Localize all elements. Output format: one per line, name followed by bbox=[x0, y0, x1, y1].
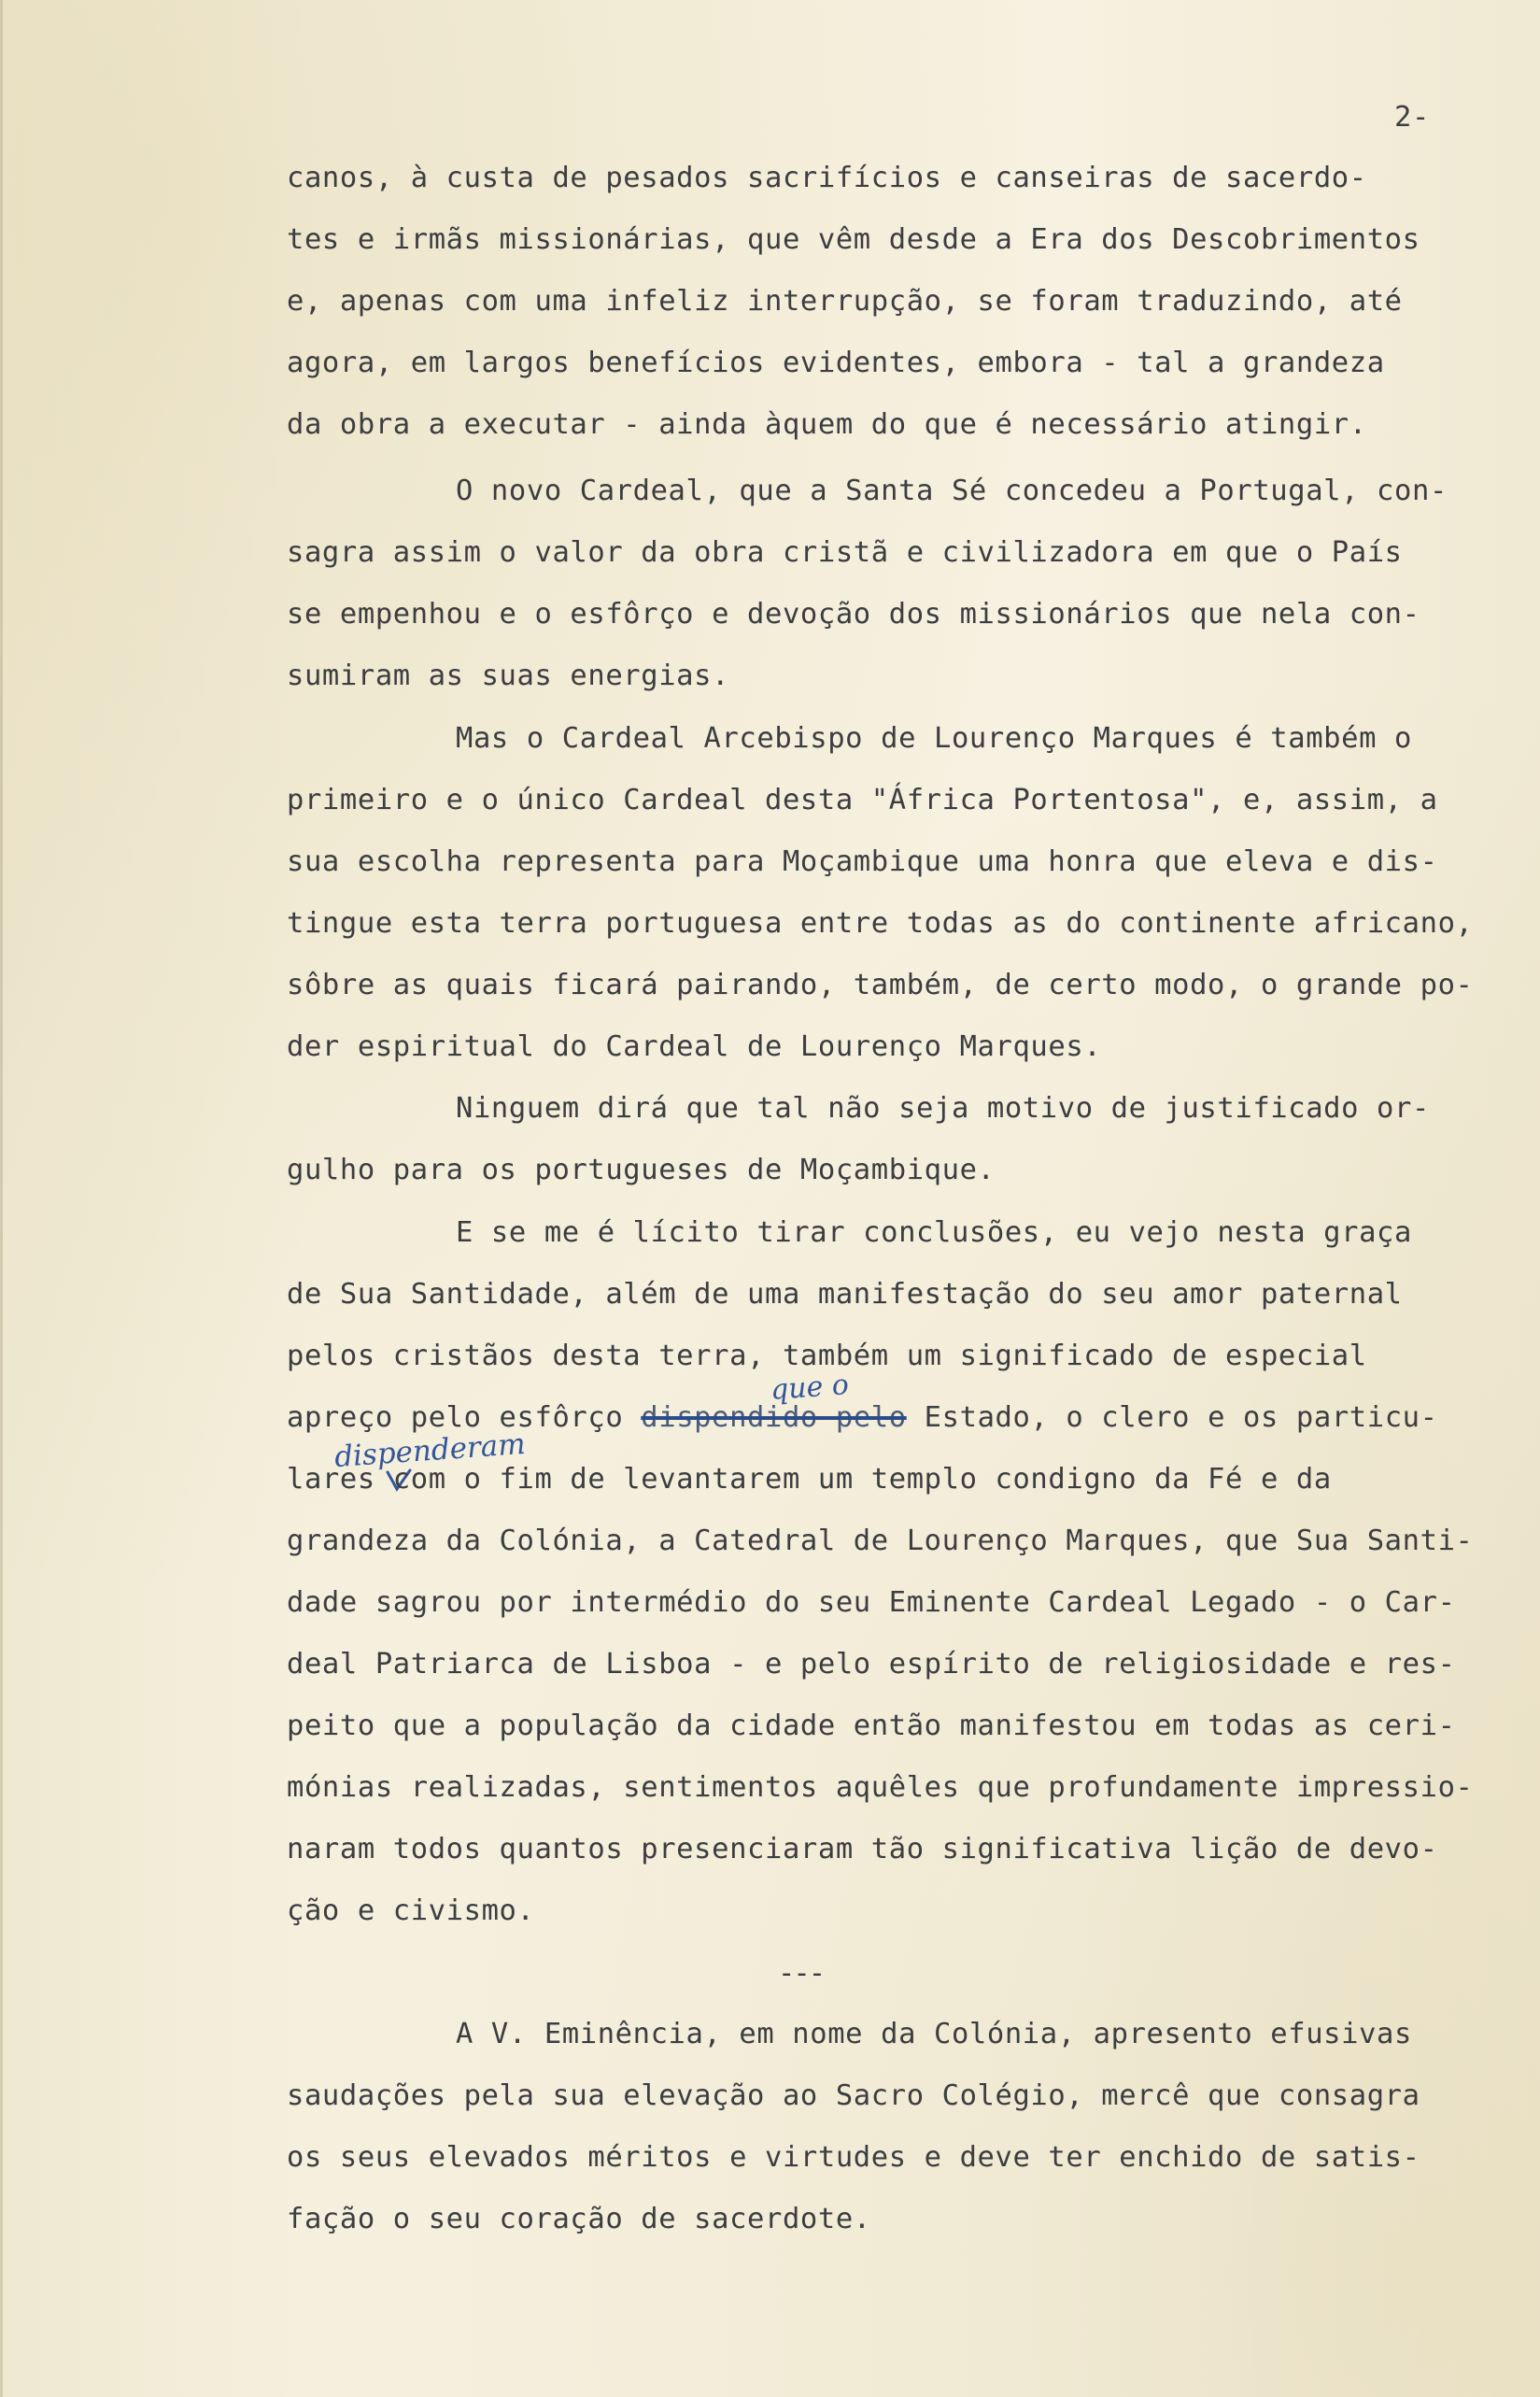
text-line: gulho para os portugueses de Moçambique. bbox=[287, 1154, 996, 1186]
text-fragment: apreço pelo esfôrço bbox=[287, 1401, 642, 1434]
text-line: E se me é lícito tirar conclusões, eu vejo nesta graça bbox=[456, 1216, 1412, 1249]
text-line: os seus elevados méritos e virtudes e deve ter enchido de satis- bbox=[287, 2141, 1420, 2174]
struck-out-text: dispendido pelo bbox=[641, 1401, 907, 1434]
text-line: deal Patriarca de Lisboa - e pelo espírito de religiosidade e res- bbox=[287, 1648, 1456, 1681]
handwritten-insertion: dispenderam bbox=[332, 1426, 527, 1475]
text-line: canos, à custa de pesados sacrifícios e canseiras de sacerdo- bbox=[287, 162, 1367, 194]
section-separator: --- bbox=[778, 1957, 825, 1990]
text-line: de Sua Santidade, além de uma manifestação do seu amor paternal bbox=[287, 1278, 1403, 1311]
text-line: e, apenas com uma infeliz interrupção, se foram traduzindo, até bbox=[287, 285, 1403, 318]
text-line-with-correction bbox=[287, 1401, 1438, 1434]
handwritten-insertion: que o bbox=[769, 1369, 851, 1407]
text-line: tes e irmãs missionárias, que vêm desde a Era dos Descobrimentos bbox=[287, 223, 1420, 256]
text-line: A V. Eminência, em nome da Colónia, apresento efusivas bbox=[456, 2018, 1412, 2050]
text-line: ção e civismo. bbox=[287, 1894, 535, 1927]
text-line: Ninguem dirá que tal não seja motivo de justificado or- bbox=[456, 1092, 1430, 1125]
page-number: 2- bbox=[1394, 101, 1430, 134]
text-line: sagra assim o valor da obra cristã e civilizadora em que o País bbox=[287, 536, 1403, 569]
text-line: pelos cristãos desta terra, também um significado de especial bbox=[287, 1340, 1367, 1372]
text-line: da obra a executar - ainda àquem do que é necessário atingir. bbox=[287, 408, 1367, 441]
text-line: sua escolha representa para Moçambique uma honra que eleva e dis- bbox=[287, 845, 1438, 878]
text-line: tingue esta terra portuguesa entre todas as do continente africano, bbox=[287, 907, 1474, 940]
text-line: sumiram as suas energias. bbox=[287, 660, 730, 692]
text-line: dade sagrou por intermédio do seu Eminente Cardeal Legado - o Car- bbox=[287, 1586, 1456, 1619]
text-line: peito que a população da cidade então manifestou em todas as ceri- bbox=[287, 1709, 1456, 1742]
text-line: der espiritual do Cardeal de Lourenço Marques. bbox=[287, 1030, 1102, 1063]
text-line: O novo Cardeal, que a Santa Sé concedeu a Portugal, con- bbox=[456, 475, 1448, 507]
text-line: naram todos quantos presenciaram tão significativa lição de devo- bbox=[287, 1833, 1438, 1865]
text-line: fação o seu coração de sacerdote. bbox=[287, 2203, 871, 2235]
text-line: se empenhou e o esfôrço e devoção dos missionários que nela con- bbox=[287, 598, 1420, 631]
text-line: primeiro e o único Cardeal desta "África Portentosa", e, assim, a bbox=[287, 784, 1438, 816]
text-line: sôbre as quais ficará pairando, também, de certo modo, o grande po- bbox=[287, 969, 1474, 1001]
text-line: agora, em largos benefícios evidentes, embora - tal a grandeza bbox=[287, 347, 1385, 379]
text-fragment: Estado, o clero e os particu- bbox=[906, 1401, 1438, 1434]
text-line: Mas o Cardeal Arcebispo de Lourenço Marques é também o bbox=[456, 722, 1412, 755]
text-line: mónias realizadas, sentimentos aquêles que profundamente impressio- bbox=[287, 1771, 1474, 1804]
text-line: lares com o fim de levantarem um templo condigno da Fé e da bbox=[287, 1463, 1332, 1496]
text-line: grandeza da Colónia, a Catedral de Lourenço Marques, que Sua Santi- bbox=[287, 1525, 1474, 1557]
text-line: saudações pela sua elevação ao Sacro Colégio, mercê que consagra bbox=[287, 2079, 1420, 2112]
paper-crease bbox=[0, 0, 3, 2397]
